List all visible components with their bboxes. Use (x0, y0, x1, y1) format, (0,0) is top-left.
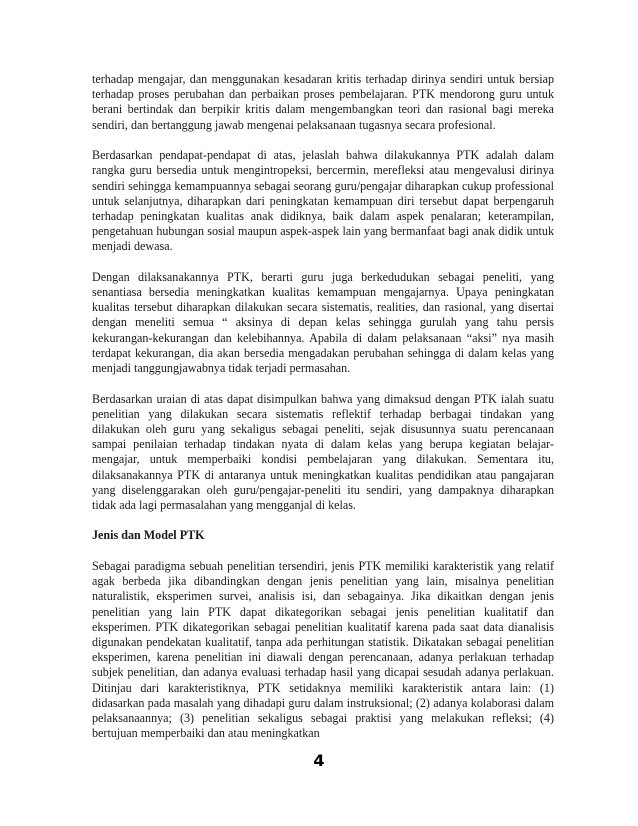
paragraph: terhadap mengajar, dan menggunakan kesadaran kritis terhadap dirinya sendiri untuk bersiap terhadap proses perubahan dan perbaikan proses pembelajaran. PTK mendorong guru untuk berani bertindak dan berpikir kritis dalam mengembangkan teori dan rasional bagi mereka sendiri, dan bertanggung jawab mengenai pelaksanaan tugasnya secara profesional. (92, 72, 554, 132)
paragraph: Sebagai paradigma sebuah penelitian tersendiri, jenis PTK memiliki karakteristik yang relatif agak berbeda jika dibandingkan dengan jenis penelitian yang lain, misalnya penelitian naturalistik, eksperimen survei, analisis isi, dan sebagainya. Jika dikaitkan dengan jenis penelitian yang lain PTK dapat dikategorikan sebagai jenis penelitian kualitatif dan eksperimen. PTK dikategorikan sebagai penelitian kualitatif karena pada saat data dianalisis digunakan pendekatan kualitatif, tanpa ada perhitungan statistik. Dikatakan sebagai penelitian eksperimen, karena penelitian ini diawali dengan perencanaan, adanya perlakuan terhadap subjek penelitian, dan adanya evaluasi terhadap hasil yang dicapai sesudah adanya perlakuan. Ditinjau dari karakteristiknya, PTK setidaknya memiliki karakteristik antara lain: (1) didasarkan pada masalah yang dihadapi guru dalam instruksional; (2) adanya kolaborasi dalam pelaksanaannya; (3) penelitian sekaligus sebagai praktisi yang melakukan refleksi; (4) bertujuan memperbaiki dan atau meningkatkan (92, 558, 554, 741)
paragraph: Berdasarkan pendapat-pendapat di atas, jelaslah bahwa dilakukannya PTK adalah dalam rangka guru bersedia untuk mengintropeksi, bercermin, merefleksi atau mengevalusi dirinya sendiri sehingga kemampuannya sebagai seorang guru/pengajar diharapkan cukup professional untuk selanjutnya, diharapkan dari peningkatan kemampuan diri tersebut dapat berpengaruh terhadap peningkatan kualitas anak didiknya, baik dalam aspek penalaran; keterampilan, pengetahuan hubungan sosial maupun aspek-aspek lain yang bermanfaat bagi anak didik untuk menjadi dewasa. (92, 148, 554, 254)
paragraph: Dengan dilaksanakannya PTK, berarti guru juga berkedudukan sebagai peneliti, yang senantiasa bersedia meningkatkan kualitas kemampuan mengajarnya. Upaya peningkatan kualitas tersebut diharapkan dilakukan secara sistematis, realities, dan rasional, yang disertai dengan meneliti semua “ aksinya di depan kelas sehingga gurulah yang tahu persis kekurangan-kekurangan dan kelebihannya. Apabila di dalam pelaksanaan “aksi” nya masih terdapat kekurangan, dia akan bersedia mengadakan perubahan sehingga di dalam kelas yang menjadi tanggungjawabnya tidak terjadi permasahan. (92, 269, 554, 376)
paragraph: Berdasarkan uraian di atas dapat disimpulkan bahwa yang dimaksud dengan PTK ialah suatu penelitian yang dilakukan secara sistematis reflektif terhadap berbagai tindakan yang dilakukan oleh guru yang sekaligus sebagai peneliti, sejak disusunnya suatu perencanaan sampai penilaian terhadap tindakan nyata di dalam kelas yang berupa kegiatan belajar-mengajar, untuk memperbaiki kondisi pembelajaran yang dilakukan. Sementara itu, dilaksanakannya PTK di antaranya untuk meningkatkan kualitas pendidikan atau pangajaran yang diselenggarakan oleh guru/pengajar-peneliti itu sendiri, yang dampaknya diharapkan tidak ada lagi permasalahan yang mengganjal di kelas. (92, 391, 554, 512)
document-body (92, 72, 554, 757)
section-heading: Jenis dan Model PTK (92, 528, 205, 543)
page-number: 4 (313, 751, 325, 770)
